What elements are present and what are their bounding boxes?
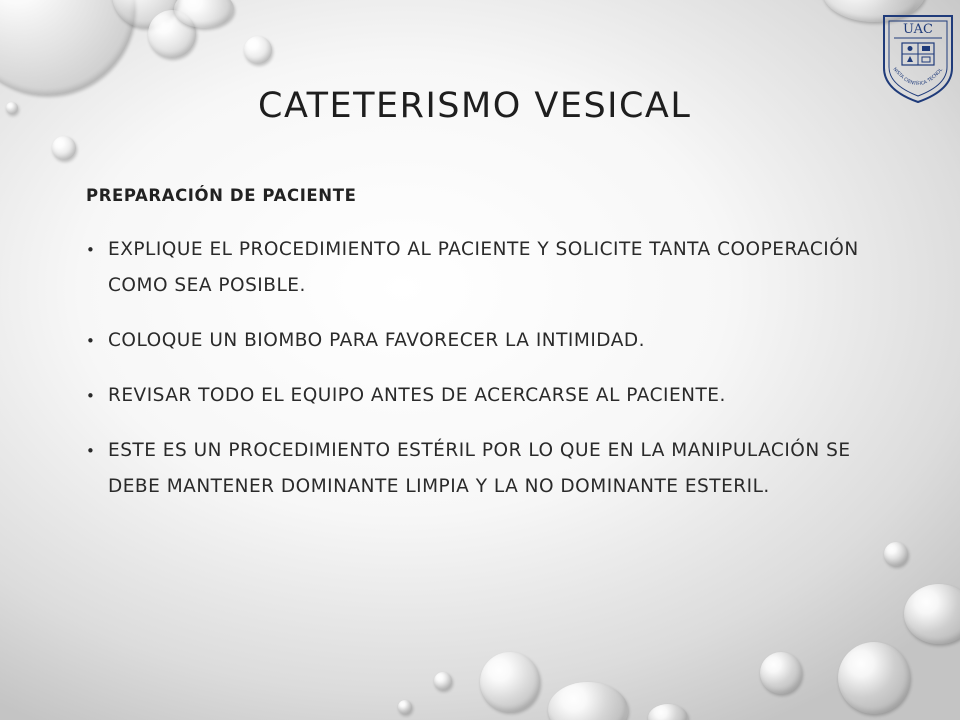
- water-droplet-icon: [904, 584, 960, 644]
- water-droplet-icon: [244, 36, 272, 64]
- slide-title: CATETERISMO VESICAL: [258, 86, 692, 126]
- water-droplet-icon: [838, 642, 910, 714]
- water-droplet-icon: [548, 682, 628, 720]
- bullet-list: [86, 232, 886, 524]
- water-droplet-icon: [398, 700, 412, 714]
- university-shield-icon: [902, 43, 934, 65]
- bullet-icon: •: [86, 387, 96, 405]
- bullet-item: [86, 232, 886, 304]
- bullet-icon: •: [86, 442, 96, 460]
- bullet-icon: •: [86, 241, 96, 259]
- water-droplet-icon: [0, 0, 135, 95]
- water-droplet-icon: [648, 704, 688, 720]
- bullet-text: REVISAR TODO EL EQUIPO ANTES DE ACERCARSE AL PACIENTE.: [108, 385, 726, 406]
- water-droplet-icon: [434, 672, 452, 690]
- water-droplet-icon: [6, 102, 18, 114]
- water-droplet-icon: [52, 136, 76, 160]
- bullet-item: [86, 323, 886, 359]
- bullet-text: ESTE ES UN PROCEDIMIENTO ESTÉRIL POR LO QUE EN LA MANIPULACIÓN SE DEBE MANTENER DOMINANTE LIMPIA Y LA NO DOMINANTE ESTERIL.: [108, 440, 851, 497]
- bullet-text: COLOQUE UN BIOMBO PARA FAVORECER LA INTIMIDAD.: [108, 330, 645, 351]
- bullet-item: [86, 378, 886, 414]
- logo-motto: NISTA CIENTÍFICA TECNOL: [891, 67, 944, 88]
- university-logo: [880, 12, 956, 104]
- slide-subtitle: PREPARACIÓN DE PACIENTE: [86, 186, 357, 205]
- water-droplet-icon: [760, 652, 802, 694]
- bullet-item: [86, 433, 886, 505]
- bullet-text: EXPLIQUE EL PROCEDIMIENTO AL PACIENTE Y SOLICITE TANTA COOPERACIÓN COMO SEA POSIBLE.: [108, 239, 859, 296]
- water-droplet-icon: [884, 542, 908, 566]
- bullet-icon: •: [86, 332, 96, 350]
- water-droplet-icon: [480, 652, 540, 712]
- logo-abbreviation: UAC: [903, 22, 933, 37]
